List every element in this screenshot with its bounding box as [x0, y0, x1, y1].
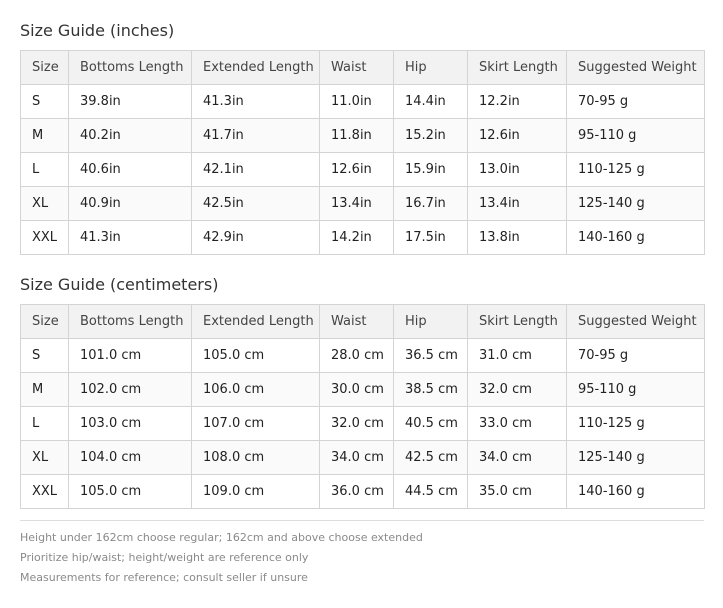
table-cell: 13.4in — [468, 187, 567, 221]
column-header-suggested-weight: Suggested Weight — [567, 51, 705, 85]
table-cell: 13.0in — [468, 153, 567, 187]
table-cell: S — [21, 339, 69, 373]
size-guide-inches-title: Size Guide (inches) — [20, 21, 175, 40]
column-header-size: Size — [21, 305, 69, 339]
table-cell: M — [21, 373, 69, 407]
table-cell: 42.9in — [192, 221, 320, 255]
table-cell: 39.8in — [69, 85, 192, 119]
table-cell: 41.3in — [69, 221, 192, 255]
table-cell: 101.0 cm — [69, 339, 192, 373]
column-header-bottoms-length: Bottoms Length — [69, 51, 192, 85]
table-row — [21, 85, 705, 119]
table-cell: 14.2in — [320, 221, 394, 255]
table-cell: 12.2in — [468, 85, 567, 119]
table-cell: 12.6in — [320, 153, 394, 187]
table-cell: L — [21, 407, 69, 441]
table-cell: 15.2in — [394, 119, 468, 153]
table-row — [21, 119, 705, 153]
table-cell: 44.5 cm — [394, 475, 468, 509]
notes-divider — [20, 520, 704, 521]
table-cell: 13.8in — [468, 221, 567, 255]
table-cell: 38.5 cm — [394, 373, 468, 407]
column-header-bottoms-length: Bottoms Length — [69, 305, 192, 339]
table-cell: 35.0 cm — [468, 475, 567, 509]
note-length-choice: Height under 162cm choose regular; 162cm and above choose extended — [20, 531, 423, 544]
table-cell: 40.2in — [69, 119, 192, 153]
table-cell: 110-125 g — [567, 407, 705, 441]
table-cell: 28.0 cm — [320, 339, 394, 373]
table-header-row — [21, 305, 705, 339]
column-header-hip: Hip — [394, 51, 468, 85]
table-cell: 40.6in — [69, 153, 192, 187]
table-cell: M — [21, 119, 69, 153]
table-cell: 106.0 cm — [192, 373, 320, 407]
table-cell: 34.0 cm — [468, 441, 567, 475]
table-cell: 108.0 cm — [192, 441, 320, 475]
table-cell: L — [21, 153, 69, 187]
table-cell: 110-125 g — [567, 153, 705, 187]
table-cell: 42.5in — [192, 187, 320, 221]
table-row — [21, 441, 705, 475]
table-cell: XXL — [21, 475, 69, 509]
table-cell: 95-110 g — [567, 119, 705, 153]
table-cell: 11.8in — [320, 119, 394, 153]
table-cell: 14.4in — [394, 85, 468, 119]
table-cell: 33.0 cm — [468, 407, 567, 441]
table-cell: 32.0 cm — [468, 373, 567, 407]
table-cell: 107.0 cm — [192, 407, 320, 441]
table-cell: 95-110 g — [567, 373, 705, 407]
table-cell: 103.0 cm — [69, 407, 192, 441]
table-row — [21, 339, 705, 373]
table-header-row — [21, 51, 705, 85]
table-cell: 105.0 cm — [69, 475, 192, 509]
table-cell: 70-95 g — [567, 85, 705, 119]
table-cell: 41.7in — [192, 119, 320, 153]
table-cell: 36.5 cm — [394, 339, 468, 373]
table-cell: XXL — [21, 221, 69, 255]
column-header-extended-length: Extended Length — [192, 51, 320, 85]
column-header-waist: Waist — [320, 305, 394, 339]
table-cell: 16.7in — [394, 187, 468, 221]
table-cell: 36.0 cm — [320, 475, 394, 509]
table-cell: 140-160 g — [567, 221, 705, 255]
table-row — [21, 373, 705, 407]
column-header-waist: Waist — [320, 51, 394, 85]
table-cell: 42.5 cm — [394, 441, 468, 475]
column-header-skirt-length: Skirt Length — [468, 51, 567, 85]
table-cell: 105.0 cm — [192, 339, 320, 373]
column-header-skirt-length: Skirt Length — [468, 305, 567, 339]
table-row — [21, 221, 705, 255]
table-row — [21, 153, 705, 187]
table-cell: 125-140 g — [567, 441, 705, 475]
table-row — [21, 407, 705, 441]
table-cell: 104.0 cm — [69, 441, 192, 475]
size-guide-centimeters-title: Size Guide (centimeters) — [20, 275, 219, 294]
table-cell: 13.4in — [320, 187, 394, 221]
table-cell: 12.6in — [468, 119, 567, 153]
table-cell: 125-140 g — [567, 187, 705, 221]
note-priority: Prioritize hip/waist; height/weight are reference only — [20, 551, 309, 564]
table-cell: 42.1in — [192, 153, 320, 187]
table-cell: XL — [21, 441, 69, 475]
table-cell: S — [21, 85, 69, 119]
table-cell: 109.0 cm — [192, 475, 320, 509]
table-cell: 15.9in — [394, 153, 468, 187]
column-header-extended-length: Extended Length — [192, 305, 320, 339]
table-cell: 30.0 cm — [320, 373, 394, 407]
table-row — [21, 187, 705, 221]
table-cell: 17.5in — [394, 221, 468, 255]
note-reference: Measurements for reference; consult seller if unsure — [20, 571, 308, 584]
table-cell: 102.0 cm — [69, 373, 192, 407]
table-cell: 41.3in — [192, 85, 320, 119]
column-header-hip: Hip — [394, 305, 468, 339]
table-cell: 40.9in — [69, 187, 192, 221]
table-cell: 140-160 g — [567, 475, 705, 509]
table-cell: 11.0in — [320, 85, 394, 119]
table-cell: 40.5 cm — [394, 407, 468, 441]
table-cell: 70-95 g — [567, 339, 705, 373]
table-row — [21, 475, 705, 509]
size-table-inches — [20, 50, 705, 255]
table-cell: 31.0 cm — [468, 339, 567, 373]
column-header-suggested-weight: Suggested Weight — [567, 305, 705, 339]
table-cell: XL — [21, 187, 69, 221]
size-table-centimeters — [20, 304, 705, 509]
table-cell: 34.0 cm — [320, 441, 394, 475]
table-cell: 32.0 cm — [320, 407, 394, 441]
column-header-size: Size — [21, 51, 69, 85]
